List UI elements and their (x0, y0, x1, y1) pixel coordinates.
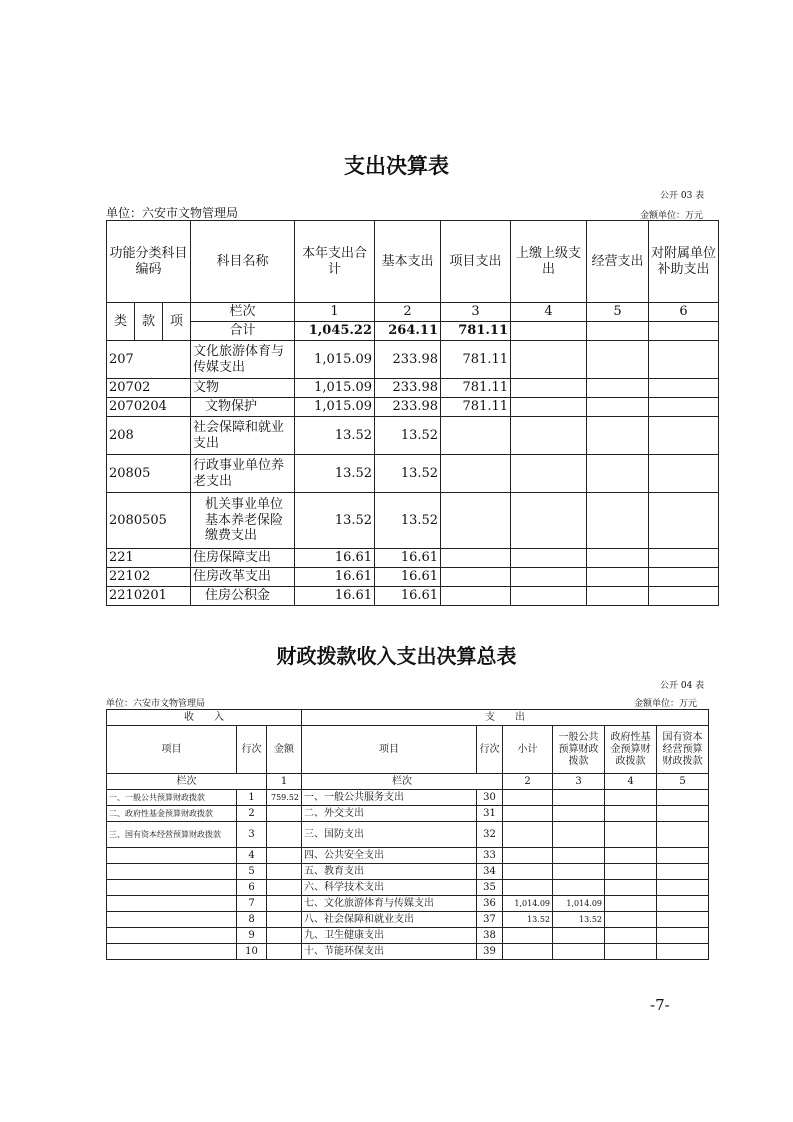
out-subtotal (503, 928, 553, 944)
out-item: 一、一般公共服务支出 (302, 790, 477, 806)
header-subject: 科目名称 (191, 221, 295, 303)
table-row (107, 848, 709, 864)
row-name: 机关事业单位基本养老保险缴费支出 (191, 493, 295, 549)
in-amount (267, 806, 302, 822)
table-row (107, 880, 709, 896)
lanci-label: 栏次 (107, 774, 267, 790)
row-code: 207 (107, 341, 191, 379)
col-num-1: 1 (295, 303, 375, 322)
row-code: 2080505 (107, 493, 191, 549)
table2-amount-unit: 金额单位：万元 (634, 699, 698, 709)
col-num-5: 5 (587, 303, 649, 322)
row-name: 社会保障和就业支出 (191, 417, 295, 455)
row-total: 1,015.09 (295, 341, 375, 379)
table-row (107, 587, 719, 606)
out-item: 四、公共安全支出 (302, 848, 477, 864)
in-amount (267, 896, 302, 912)
page-number: -7- (650, 996, 670, 1014)
row-project: 781.11 (441, 398, 511, 417)
in-item (107, 864, 237, 880)
header-basic: 基本支出 (375, 221, 441, 303)
lanci-label: 栏次 (191, 303, 295, 322)
out-line: 38 (477, 928, 503, 944)
out-line: 36 (477, 896, 503, 912)
out-subtotal (503, 864, 553, 880)
in-line: 6 (237, 880, 267, 896)
row-code: 221 (107, 549, 191, 568)
row-project (441, 587, 511, 606)
sum-total: 1,045.22 (295, 322, 375, 341)
col-num-2: 2 (375, 303, 441, 322)
header-xiang: 项 (163, 303, 191, 341)
row-name: 住房改革支出 (191, 568, 295, 587)
col-num-3: 3 (553, 774, 605, 790)
out-line: 30 (477, 790, 503, 806)
out-item: 九、卫生健康支出 (302, 928, 477, 944)
table-row (107, 493, 719, 549)
out-general (553, 928, 605, 944)
in-item (107, 944, 237, 960)
table-row (107, 568, 719, 587)
table-row (107, 417, 719, 455)
row-code: 20702 (107, 379, 191, 398)
table-row (107, 379, 719, 398)
in-item (107, 928, 237, 944)
row-total: 16.61 (295, 568, 375, 587)
in-amount (267, 928, 302, 944)
header-total: 本年支出合计 (295, 221, 375, 303)
col-num-2: 2 (503, 774, 553, 790)
in-item: 三、国有资本经营预算财政拨款 (107, 822, 237, 848)
row-total: 13.52 (295, 417, 375, 455)
table-row (107, 944, 709, 960)
in-line: 2 (237, 806, 267, 822)
in-amount (267, 912, 302, 928)
row-project: 781.11 (441, 379, 511, 398)
out-subtotal: 13.52 (503, 912, 553, 928)
row-basic: 233.98 (375, 379, 441, 398)
row-total: 16.61 (295, 549, 375, 568)
table2-unit: 单位：六安市文物管理局 (106, 699, 206, 709)
col-num-1: 1 (267, 774, 302, 790)
header-upper: 上缴上级支出 (511, 221, 587, 303)
sum-project: 781.11 (441, 322, 511, 341)
lanci-label-2: 栏次 (302, 774, 503, 790)
row-project (441, 417, 511, 455)
table1-code: 公开 03 表 (660, 191, 705, 201)
header-subtotal: 小计 (503, 726, 553, 774)
in-line: 5 (237, 864, 267, 880)
out-item: 七、文化旅游体育与传媒支出 (302, 896, 477, 912)
header-lei: 类 (107, 303, 135, 341)
out-subtotal (503, 848, 553, 864)
in-amount (267, 944, 302, 960)
row-basic: 13.52 (375, 417, 441, 455)
row-basic: 13.52 (375, 455, 441, 493)
out-general (553, 806, 605, 822)
in-amount (267, 864, 302, 880)
header-func-code: 功能分类科目编码 (107, 221, 191, 303)
table1-unit: 单位：六安市文物管理局 (106, 206, 239, 220)
row-name: 行政事业单位养老支出 (191, 455, 295, 493)
out-line: 33 (477, 848, 503, 864)
row-total: 1,015.09 (295, 398, 375, 417)
row-basic: 16.61 (375, 587, 441, 606)
row-basic: 13.52 (375, 493, 441, 549)
header-item: 项目 (107, 726, 237, 774)
header-item2: 项目 (302, 726, 477, 774)
table-row (107, 822, 709, 848)
row-code: 2210201 (107, 587, 191, 606)
out-line: 31 (477, 806, 503, 822)
out-subtotal (503, 822, 553, 848)
out-subtotal (503, 790, 553, 806)
out-item: 三、国防支出 (302, 822, 477, 848)
fiscal-summary-table (106, 709, 709, 960)
row-name: 住房保障支出 (191, 549, 295, 568)
in-item (107, 880, 237, 896)
row-name: 住房公积金 (191, 587, 295, 606)
in-amount (267, 880, 302, 896)
out-subtotal: 1,014.09 (503, 896, 553, 912)
out-general (553, 822, 605, 848)
row-total: 16.61 (295, 587, 375, 606)
in-amount (267, 822, 302, 848)
out-line: 34 (477, 864, 503, 880)
col-num-3: 3 (441, 303, 511, 322)
row-name: 文物 (191, 379, 295, 398)
col-num-6: 6 (649, 303, 719, 322)
header-project: 项目支出 (441, 221, 511, 303)
in-item (107, 896, 237, 912)
in-line: 10 (237, 944, 267, 960)
table-row (107, 398, 719, 417)
in-line: 4 (237, 848, 267, 864)
col-num-4: 4 (511, 303, 587, 322)
out-general (553, 944, 605, 960)
table2-title: 财政拨款收入支出决算总表 (276, 644, 517, 668)
in-line: 7 (237, 896, 267, 912)
table-row (107, 912, 709, 928)
in-item (107, 848, 237, 864)
in-line: 3 (237, 822, 267, 848)
table1-amount-unit: 金额单位：万元 (640, 211, 704, 221)
out-item: 六、科学技术支出 (302, 880, 477, 896)
in-line: 1 (237, 790, 267, 806)
in-item: 一、一般公共预算财政拨款 (107, 790, 237, 806)
row-total: 13.52 (295, 493, 375, 549)
col-num-4: 4 (605, 774, 657, 790)
row-basic: 233.98 (375, 398, 441, 417)
out-general (553, 790, 605, 806)
in-item: 二、政府性基金预算财政拨款 (107, 806, 237, 822)
table-row (107, 864, 709, 880)
table-row (107, 806, 709, 822)
in-line: 8 (237, 912, 267, 928)
out-subtotal (503, 944, 553, 960)
row-code: 208 (107, 417, 191, 455)
row-project (441, 568, 511, 587)
income-header: 收 入 (107, 710, 302, 726)
col-num-5: 5 (657, 774, 709, 790)
header-line2: 行次 (477, 726, 503, 774)
header-amount: 金额 (267, 726, 302, 774)
row-code: 2070204 (107, 398, 191, 417)
table-row (107, 549, 719, 568)
out-general (553, 864, 605, 880)
in-amount (267, 848, 302, 864)
row-total: 1,015.09 (295, 379, 375, 398)
row-code: 20805 (107, 455, 191, 493)
header-subsidy: 对附属单位补助支出 (649, 221, 719, 303)
header-business: 经营支出 (587, 221, 649, 303)
table-row (107, 928, 709, 944)
in-item (107, 912, 237, 928)
table1-title: 支出决算表 (344, 154, 449, 178)
out-subtotal (503, 880, 553, 896)
table-row (107, 790, 709, 806)
row-project (441, 493, 511, 549)
out-general: 1,014.09 (553, 896, 605, 912)
out-item: 五、教育支出 (302, 864, 477, 880)
row-basic: 16.61 (375, 568, 441, 587)
row-project: 781.11 (441, 341, 511, 379)
row-basic: 16.61 (375, 549, 441, 568)
out-item: 八、社会保障和就业支出 (302, 912, 477, 928)
row-code: 22102 (107, 568, 191, 587)
out-general: 13.52 (553, 912, 605, 928)
in-line: 9 (237, 928, 267, 944)
out-item: 二、外交支出 (302, 806, 477, 822)
expenditure-table (106, 220, 719, 606)
row-name: 文化旅游体育与传媒支出 (191, 341, 295, 379)
table-row (107, 896, 709, 912)
header-fund: 政府性基金预算财政拨款 (605, 726, 657, 774)
sum-basic: 264.11 (375, 322, 441, 341)
row-project (441, 549, 511, 568)
out-general (553, 848, 605, 864)
row-name: 文物保护 (191, 398, 295, 417)
row-total: 13.52 (295, 455, 375, 493)
header-line: 行次 (237, 726, 267, 774)
table-row (107, 455, 719, 493)
out-line: 39 (477, 944, 503, 960)
out-item: 十、节能环保支出 (302, 944, 477, 960)
table2-code: 公开 04 表 (660, 681, 705, 691)
header-general: 一般公共预算财政拨款 (553, 726, 605, 774)
out-subtotal (503, 806, 553, 822)
header-state: 国有资本经营预算财政拨款 (657, 726, 709, 774)
expense-header: 支 出 (302, 710, 709, 726)
out-line: 37 (477, 912, 503, 928)
sum-label: 合计 (191, 322, 295, 341)
out-line: 35 (477, 880, 503, 896)
row-project (441, 455, 511, 493)
in-amount: 759.52 (267, 790, 302, 806)
header-kuan: 款 (135, 303, 163, 341)
out-general (553, 880, 605, 896)
table-row (107, 341, 719, 379)
row-basic: 233.98 (375, 341, 441, 379)
out-line: 32 (477, 822, 503, 848)
